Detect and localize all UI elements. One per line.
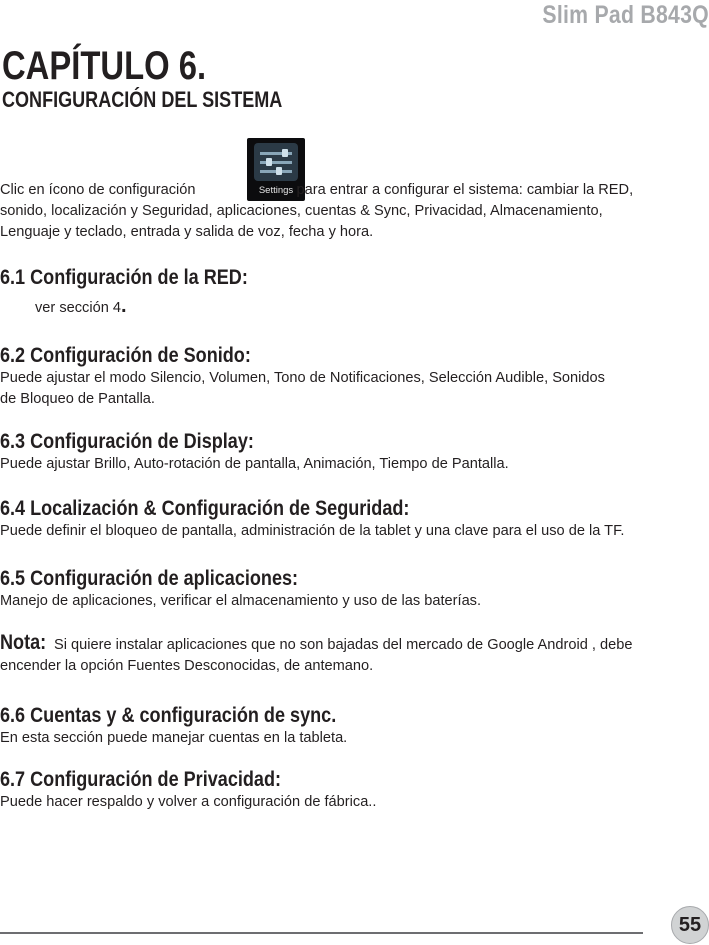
header-brand: Slim Pad B843Q (542, 1, 709, 29)
section-title: 6.5 Configuración de aplicaciones: (0, 566, 299, 590)
slider-bar (260, 161, 292, 164)
section-6-2 (0, 342, 709, 409)
section-title: 6.3 Configuración de Display: (0, 429, 254, 453)
section-body-line: de Bloqueo de Pantalla. (0, 390, 155, 407)
note-line: encender la opción Fuentes Desconocidas, de antemano. (0, 657, 374, 674)
section-body (0, 296, 709, 319)
section-6-4 (0, 495, 709, 542)
section-body-line: Puede ajustar el modo Silencio, Volumen, Tono de Notificaciones, Selección Audible, Sonidos (0, 370, 605, 386)
section-6-3 (0, 428, 709, 475)
section-body-line: Manejo de aplicaciones, verificar el almacenamiento y uso de las baterías. (0, 593, 482, 609)
intro-line-3: Lenguaje y teclado, entrada y salida de voz, fecha y hora. (0, 224, 374, 240)
section-title: 6.1 Configuración de la RED: (0, 265, 248, 289)
section-title: 6.6 Cuentas y & configuración de sync. (0, 703, 337, 727)
section-body-line: Puede definir el bloqueo de pantalla, administración de la tablet y una clave para el uso de la TF. (0, 523, 625, 539)
note-label: Nota: (0, 630, 47, 654)
section-title: 6.2 Configuración de Sonido: (0, 343, 251, 367)
section-6-5 (0, 565, 709, 612)
section-6-1 (0, 264, 709, 319)
note-line (0, 632, 709, 656)
slider-knob (276, 167, 282, 175)
intro-lead: Clic en ícono de configuración (0, 182, 196, 198)
note-body (0, 632, 709, 676)
intro-line-2: sonido, localización y Seguridad, aplicaciones, cuentas & Sync, Privacidad, Almacenamiento, (0, 203, 603, 219)
section-6-7 (0, 766, 709, 813)
section-body (0, 521, 709, 542)
settings-glyph (254, 143, 298, 181)
note-text: Si quiere instalar aplicaciones que no son bajadas del mercado de Google Android , debe (49, 637, 633, 653)
intro-paragraph (0, 180, 709, 243)
section-body (0, 792, 709, 813)
section-body-line: Puede hacer respaldo y volver a configuración de fábrica.. (0, 794, 377, 810)
section-body-line: En esta sección puede manejar cuentas en la tableta. (0, 730, 348, 746)
footer-rule (0, 932, 643, 934)
section-body (0, 728, 709, 749)
slider-knob (282, 149, 288, 157)
section-body (0, 454, 709, 475)
page-number-badge: 55 (671, 906, 709, 944)
chapter-subtitle: CONFIGURACIÓN DEL SISTEMA (2, 87, 283, 112)
section-body (0, 591, 709, 612)
note-block (0, 632, 709, 676)
section-body-line: Puede ajustar Brillo, Auto-rotación de pantalla, Animación, Tiempo de Pantalla. (0, 456, 509, 472)
settings-icon-caption: Settings (258, 185, 294, 196)
section-body (0, 368, 709, 409)
chapter-title: CAPÍTULO 6. (2, 44, 207, 88)
section-body-text: ver sección 4 (35, 300, 121, 316)
section-title: 6.7 Configuración de Privacidad: (0, 767, 282, 791)
section-6-6 (0, 702, 709, 749)
section-body-dot: . (120, 295, 127, 317)
section-title: 6.4 Localización & Configuración de Seguridad: (0, 496, 410, 520)
intro-after-icon: para entrar a configurar el sistema: cambiar la RED, (296, 182, 634, 198)
slider-knob (266, 158, 272, 166)
intro-line-1 (0, 180, 709, 201)
